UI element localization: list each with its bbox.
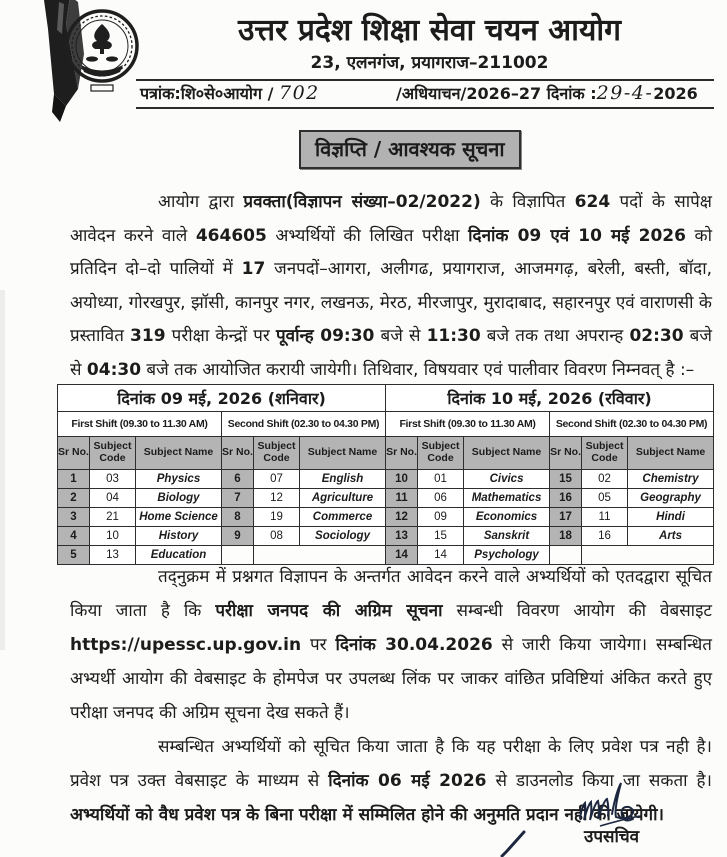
subject-name-cell: Sanskrit [464,527,550,546]
subject-code-cell: 16 [582,527,628,546]
subject-name-cell: English [300,470,386,489]
subject-name-cell: Mathematics [464,489,550,508]
subject-code-cell: 15 [418,527,464,546]
ref-date-handwritten: 29-4- [596,82,654,104]
sr-no-cell: 17 [550,508,582,527]
day-header-cell: दिनांक 09 मई, 2026 (शनिवार) [58,385,386,412]
emphasis-text: दिनांक 09 एवं 10 मई 2026 [468,225,686,246]
exam-schedule-table [57,384,714,565]
col-header-code: Subject Code [254,437,300,470]
sr-no-cell: 2 [58,489,90,508]
subject-name-cell: Home Science [136,508,222,527]
emphasis-text: 11:30 [426,326,481,346]
col-header-name: Subject Name [464,437,550,470]
emphasis-text: दिनांक 30.04.2026 [335,635,493,655]
body-text: परीक्षा केन्द्रों पर [165,326,276,346]
body-text: बजे तक तथा अपरान्ह [480,326,630,346]
pen-stroke-artifact-icon [498,830,528,857]
col-header-sr: Sr No. [58,437,90,470]
subject-name-cell: Psychology [464,546,550,565]
col-header-code: Subject Code [418,437,464,470]
notice-title-box: विज्ञप्ति / आवश्यक सूचना [299,130,521,169]
col-header-code: Subject Code [90,437,136,470]
body-text: बजे से [70,326,713,380]
sr-no-cell: 14 [386,546,418,565]
paragraph-text [70,560,712,730]
paragraph-exam-announcement [70,186,712,387]
emphasis-text: परीक्षा जनपद की अग्रिम सूचना [215,601,443,621]
sr-no-cell: 12 [386,508,418,527]
col-header-sr: Sr No. [386,437,418,470]
table-row [58,470,714,489]
ref-year: 2026 [653,84,698,103]
subject-name-cell: History [136,527,222,546]
subject-name-cell: Sociology [300,527,386,546]
col-header-name: Subject Name [136,437,222,470]
col-header-sr: Sr No. [222,437,254,470]
table-day-header-row [58,385,714,412]
body-text: जनपदों–आगरा, अलीगढ, प्रयागराज, आजमगढ़, बरेली, बस्ती, बॉदा, अयोध्या, गोरखपुर, झॉसी, कानपुर नगर, लखनऊ, मेरठ, मीरजापुर, मुरादाबाद, सहारनपुर एवं वाराणसी के प्रस्तावित [70,259,712,346]
col-header-code: Subject Code [582,437,628,470]
subject-code-cell: 21 [90,508,136,527]
sr-no-cell: 13 [386,527,418,546]
body-text: पदों के सापेक्ष आवेदन करने वाले [70,192,712,246]
sr-no-cell: 16 [550,489,582,508]
emphasis-text: 464605 [195,225,267,246]
subject-code-cell: 12 [254,489,300,508]
shift-header-cell: Second Shift (02.30 to 04.30 PM) [222,412,386,437]
body-text: तद्नुक्रम में प्रश्नगत विज्ञापन के अन्तर्गत आवेदन करने वाले अभ्यर्थियों को एतदद्वारा सूचित किया जाता है कि [70,567,712,621]
emphasis-text: अभ्यर्थियों को वैध प्रवेश पत्र के बिना परीक्षा में सम्मिलित होने की अनुमति प्रदान नही की जायेगी। [70,805,664,825]
subject-name-cell: Commerce [300,508,386,527]
body-text: बजे तक आयोजित करायी जायेगी। तिथिवार, विषयवार एवं पालीवार विवरण निम्नवत् है :– [141,359,695,380]
body-text: के विज्ञापित [480,192,575,212]
sr-no-cell: 8 [222,508,254,527]
subject-code-cell: 13 [90,546,136,565]
day-header-cell: दिनांक 10 मई, 2026 (रविवार) [386,385,714,412]
subject-name-cell: Chemistry [628,470,714,489]
subject-code-cell: 03 [90,470,136,489]
subject-name-cell: Economics [464,508,550,527]
subject-code-cell: 02 [582,470,628,489]
body-text: से जारी किया जायेगा। सम्बन्धित अभ्यर्थी आयोग की वेबसाइट के होमपेज पर उपलब्ध लिंक पर जाकर वांछित प्रविष्टियां अंकित करते हुए परीक्षा जनपद की अग्रिम सूचना देख सकते हैं। [70,635,712,723]
body-text: आयोग द्वारा [158,192,244,212]
table-shift-header-row [58,412,714,437]
subject-code-cell: 05 [582,489,628,508]
shift-header-cell: First Shift (09.30 to 11.30 AM) [386,412,550,437]
subject-code-cell: 09 [418,508,464,527]
scan-streak-artifact [0,290,5,650]
subject-code-cell: 04 [90,489,136,508]
subject-code-cell: 01 [418,470,464,489]
ref-number-line [140,82,320,104]
subject-name-cell: Physics [136,470,222,489]
sr-no-cell: 3 [58,508,90,527]
emphasis-text: प्रवक्ता(विज्ञापन संख्या–02/2022) [243,192,481,212]
body-text: सम्बन्धी विवरण आयोग की वेबसाइट [442,601,713,621]
ref-middle: /अधियाचन/2026–27 दिनांक : [396,84,597,103]
emphasis-text: 04:30 [86,359,142,380]
table-row [58,527,714,546]
subject-name-cell: Geography [628,489,714,508]
body-text: को प्रतिदिन दो–दो पालियों में [70,225,712,279]
subject-code-cell: 07 [254,470,300,489]
col-header-sr: Sr No. [550,437,582,470]
sr-no-cell: 10 [386,470,418,489]
header-divider-top [136,79,714,81]
subject-name-cell: Hindi [628,508,714,527]
body-text: सम्बन्धित अभ्यर्थियों को सूचित किया जाता है कि यह परीक्षा के लिए प्रवेश पत्र नही है। प्रवेश पत्र उक्त वेबसाइट के माध्यम से [70,737,712,791]
signatory-title: उपसचिव [584,827,640,847]
body-text: पर [301,635,336,655]
sr-no-cell: 15 [550,470,582,489]
emphasis-text: https://upessc.up.gov.in [70,635,302,655]
table-column-header-row [58,437,714,470]
sr-no-cell: 9 [222,527,254,546]
sr-no-cell: 11 [386,489,418,508]
col-header-name: Subject Name [300,437,386,470]
ref-prefix: पत्रांक:शि०से०आयोग / [140,84,279,103]
paragraph-text [70,186,712,387]
sr-no-cell: 1 [58,470,90,489]
col-header-name: Subject Name [628,437,714,470]
table-row [58,508,714,527]
body-text: से डाउनलोड किया जा सकता है। [486,771,712,791]
emphasis-text: 319 [130,326,166,346]
emphasis-text: 17 [241,259,266,279]
body-text: बजे से [374,326,427,346]
sr-no-cell: 6 [222,470,254,489]
emphasis-text: दिनांक 06 मई 2026 [328,771,487,791]
subject-code-cell: 11 [582,508,628,527]
header-divider-bottom [136,107,714,109]
emphasis-text: 624 [574,192,611,212]
body-text: अभ्यर्थियों की लिखित परीक्षा [266,225,469,246]
emphasis-text: 02:30 [629,326,684,346]
shift-header-cell: Second Shift (02.30 to 04.30 PM) [550,412,714,437]
emphasis-text: पूर्वान्ह 09:30 [276,326,375,346]
subject-code-cell: 19 [254,508,300,527]
subject-code-cell: 14 [418,546,464,565]
up-commission-emblem-icon [64,2,140,102]
table-row [58,489,714,508]
subject-name-cell: Arts [628,527,714,546]
sr-no-cell: 7 [222,489,254,508]
subject-code-cell: 10 [90,527,136,546]
subject-code-cell: 08 [254,527,300,546]
sr-no-cell: 5 [58,546,90,565]
subject-code-cell: 06 [418,489,464,508]
shift-header-cell: First Shift (09.30 to 11.30 AM) [58,412,222,437]
subject-name-cell: Civics [464,470,550,489]
ref-date-line [396,82,698,104]
ref-number-handwritten: 702 [279,82,320,104]
org-address: 23, एलनगंज, प्रयागराज–211002 [310,53,549,73]
sr-no-cell: 4 [58,527,90,546]
subject-name-cell: Education [136,546,222,565]
subject-name-cell: Biology [136,489,222,508]
sr-no-cell: 18 [550,527,582,546]
subject-name-cell: Agriculture [300,489,386,508]
org-name: उत्तर प्रदेश शिक्षा सेवा चयन आयोग [237,13,622,48]
